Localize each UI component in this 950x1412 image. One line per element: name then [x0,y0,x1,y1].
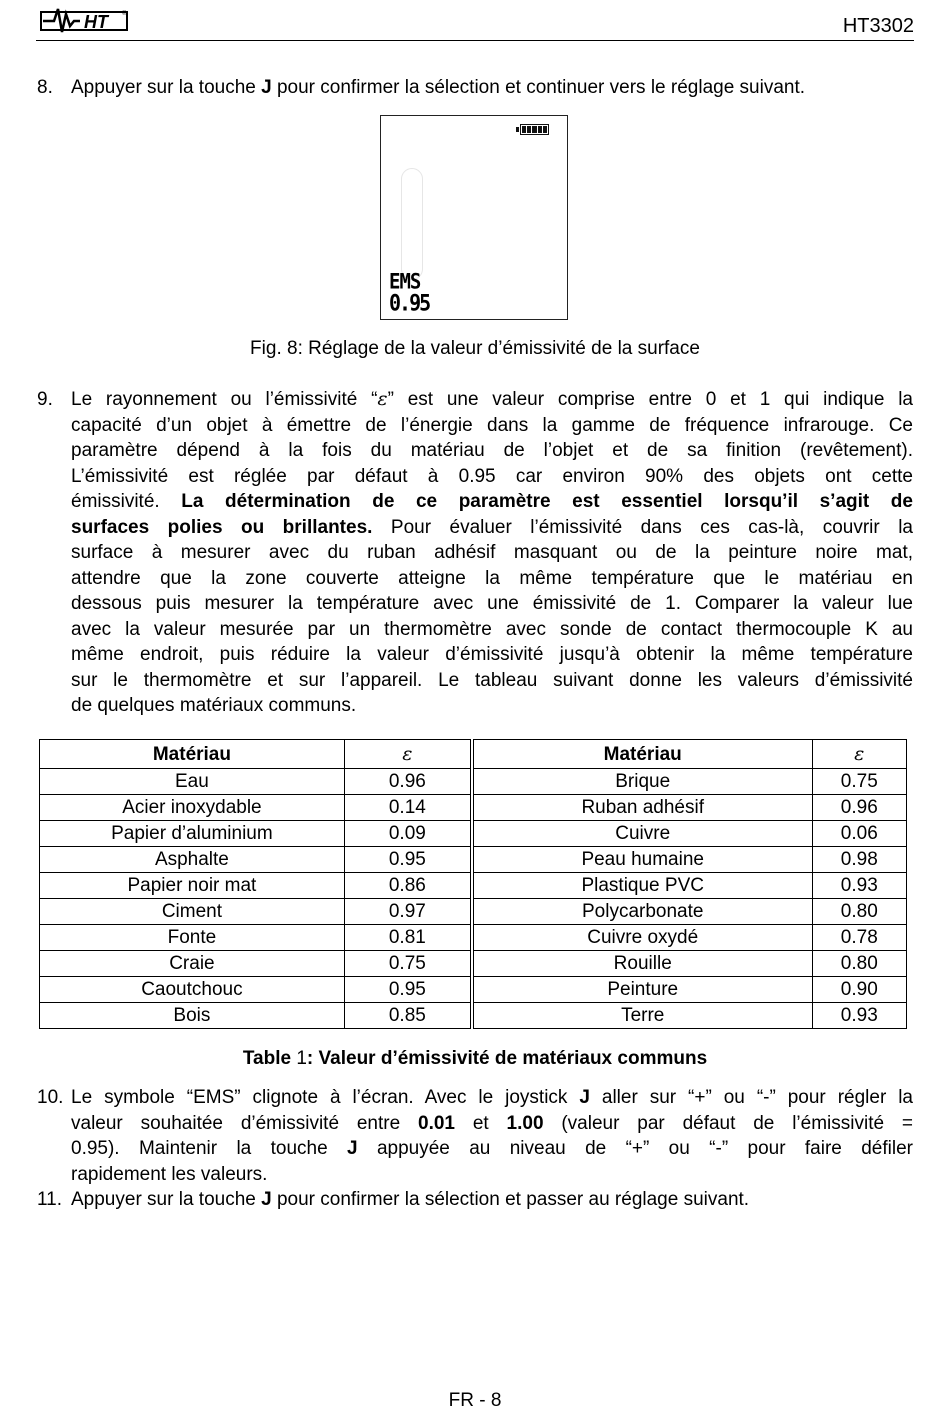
table-row [40,795,907,821]
table-row [40,873,907,899]
table-row [40,847,907,873]
emissivity-cell: 0.75 [812,769,906,795]
ems-value: 0.95 [389,289,430,317]
step-number: 9. [37,389,53,410]
table-row [40,925,907,951]
material-cell: Bois [40,1003,345,1029]
column-header: ε [344,740,472,769]
emissivity-cell: 0.86 [344,873,472,899]
brand-text: HT [84,12,108,32]
epsilon-symbol: ε [377,388,388,410]
material-cell: Craie [40,951,345,977]
emissivity-cell: 0.06 [812,821,906,847]
ems-label: EMS [389,269,421,295]
material-cell: Fonte [40,925,345,951]
table-row [40,769,907,795]
material-cell: Eau [40,769,345,795]
step-text: Le symbole “EMS” clignote à l’écran. Avec le joystick J aller sur “+” ou “-” pour régler la valeur souhaitée d’émissivité entre 0.01 et 1.00 (valeur par défaut de l’émissivité = 0.95). Maintenir la touche J appuyée au niveau de “+” ou “-” pour faire défiler rapidement les valeurs. [71,1087,913,1185]
material-cell: Acier inoxydable [40,795,345,821]
emissivity-cell: 0.96 [344,769,472,795]
material-cell: Cuivre [472,821,812,847]
key-j: J [261,77,272,98]
material-cell: Caoutchouc [40,977,345,1003]
emissivity-cell: 0.85 [344,1003,472,1029]
material-cell: Papier d’aluminium [40,821,345,847]
material-cell: Polycarbonate [472,899,812,925]
emissivity-cell: 0.90 [812,977,906,1003]
emissivity-cell: 0.75 [344,951,472,977]
column-header: Matériau [472,740,812,769]
step-text: Appuyer sur la touche J pour confirmer la sélection et continuer vers le réglage suivant. [71,77,806,98]
table-header-row [40,740,907,769]
emissivity-cell: 0.81 [344,925,472,951]
table-row [40,1003,907,1029]
svg-text:®: ® [122,11,127,17]
model-name: HT3302 [842,15,914,37]
table-row [40,977,907,1003]
emissivity-cell: 0.93 [812,873,906,899]
table-row [40,899,907,925]
emissivity-cell: 0.80 [812,951,906,977]
emissivity-cell: 0.97 [344,899,472,925]
column-header: ε [812,740,906,769]
emissivity-cell: 0.09 [344,821,472,847]
column-header: Matériau [40,740,345,769]
header-rule [36,40,914,41]
table-row [40,951,907,977]
material-cell: Cuivre oxydé [472,925,812,951]
table-caption: Table 1: Valeur d’émissivité de matériaux communs [242,1048,708,1069]
step-number: 11. [37,1189,63,1210]
table-row [40,821,907,847]
emissivity-cell: 0.95 [344,847,472,873]
material-cell: Peau humaine [472,847,812,873]
figure-caption: Fig. 8: Réglage de la valeur d’émissivité de la surface [250,338,700,359]
emissivity-cell: 0.98 [812,847,906,873]
material-cell: Ruban adhésif [472,795,812,821]
material-cell: Papier noir mat [40,873,345,899]
emissivity-cell: 0.78 [812,925,906,951]
material-cell: Peinture [472,977,812,1003]
step-number: 8. [37,77,53,98]
material-cell: Rouille [472,951,812,977]
material-cell: Brique [472,769,812,795]
inactive-digit-segment [401,168,423,280]
step-text: Appuyer sur la touche J pour confirmer la sélection et passer au réglage suivant. [71,1189,750,1210]
battery-icon [520,124,549,135]
emissivity-cell: 0.96 [812,795,906,821]
emissivity-cell: 0.80 [812,899,906,925]
emissivity-cell: 0.14 [344,795,472,821]
ht-logo [40,6,130,34]
lcd-display-figure [380,115,568,320]
step-text: Le rayonnement ou l’émissivité “ε” est une valeur comprise entre 0 et 1 qui indique la capacité d’un objet à émettre de l’énergie dans la gamme de fréquence infrarouge. Ce paramètre dépend à la fois du matériau de l’objet et de sa finition (revêtement). L’émissivité est réglée par défaut à 0.95 car environ 90% des objets ont cette émissivité. La détermination de ce paramètre est essentiel lorsqu’il s’agit de surfaces polies ou brillantes. Pour évaluer l’émissivité dans ces cas-là, couvrir la surface à mesurer avec du ruban adhésif masquant ou de la peinture noire mat, attendre que la zone couverte atteigne la même température que le matériau en dessous puis mesurer la température avec une émissivité de 1. Comparer la valeur lue avec la valeur mesurée par un thermomètre avec sonde de contact thermocouple K au même endroit, puis réduire la valeur d’émissivité jusqu’à obtenir la même température sur le thermomètre et sur l’appareil. Le tableau suivant donne les valeurs d’émissivité de quelques matériaux communs. [71,388,913,716]
material-cell: Asphalte [40,847,345,873]
page-number: FR - 8 [448,1390,502,1411]
emissivity-cell: 0.95 [344,977,472,1003]
material-cell: Plastique PVC [472,873,812,899]
emissivity-cell: 0.93 [812,1003,906,1029]
material-cell: Ciment [40,899,345,925]
emissivity-table [39,739,907,1029]
material-cell: Terre [472,1003,812,1029]
step-number: 10. [37,1087,64,1108]
